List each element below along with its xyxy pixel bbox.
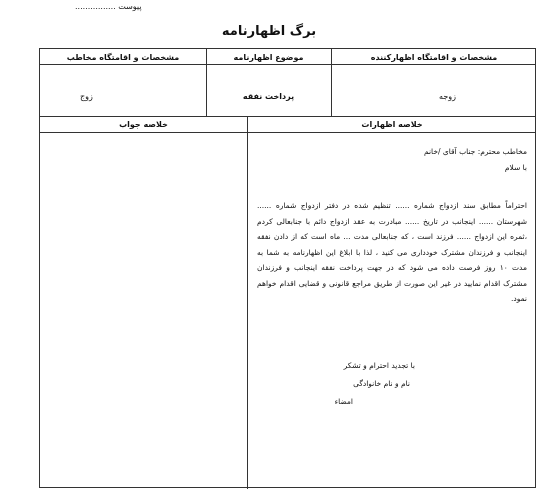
greeting-line: مخاطب محترم: جناب آقای /خانم xyxy=(423,147,527,156)
value-declarant: زوجه xyxy=(439,92,456,101)
header-response: خلاصه جواب xyxy=(119,120,168,129)
info-row-divider xyxy=(40,116,535,117)
header-divider xyxy=(40,64,535,65)
page-title: برگ اظهارنامه xyxy=(221,24,317,39)
attachment-label: پیوست ................ xyxy=(75,2,142,11)
summary-header-divider xyxy=(40,132,535,133)
value-subject: پرداخت نفقه xyxy=(242,92,295,101)
header-addressee: مشخصات و اقامتگاه مخاطب xyxy=(66,53,180,62)
header-subject: موضوع اظهارنامه xyxy=(233,53,304,62)
value-addressee: زوج xyxy=(80,92,93,101)
header-statements: خلاصه اظهارات xyxy=(361,120,423,129)
signature-line: امضاء xyxy=(334,397,353,406)
summary-divider xyxy=(247,116,248,489)
salutation-line: با سلام xyxy=(504,163,527,172)
statement-paragraph: احتراماً مطابق سند ازدواج شماره ...... تنظیم شده در دفتر ازدواج شماره ...... شهرستان ...... اینجانب در تاریخ ...... مبادرت به عقد ازدواج دائم با جنابعالی کردم ،ثمره این ازدواج ...... فرزند است ، که جنابعالی مدت ... ماه است که از دادن نفقه اینجانب و فرزندان مشترک خودداری می کنید ، لذا با ابلاغ این اظهارنامه به شما به مدت ۱۰ روز فرصت داده می شود که در جهت پرداخت نفقه اینجانب و فرزندان مشترک اقدام نمایید در غیر این صورت از طریق مراجع قانونی و قضایی اقدام خواهم نمود. xyxy=(257,201,527,303)
name-line: نام و نام خانوادگی xyxy=(353,379,410,388)
declaration-form xyxy=(39,48,536,488)
closing-line: با تجدید احترام و تشکر xyxy=(343,361,415,370)
header-declarant: مشخصات و اقامتگاه اظهارکننده xyxy=(370,53,498,62)
